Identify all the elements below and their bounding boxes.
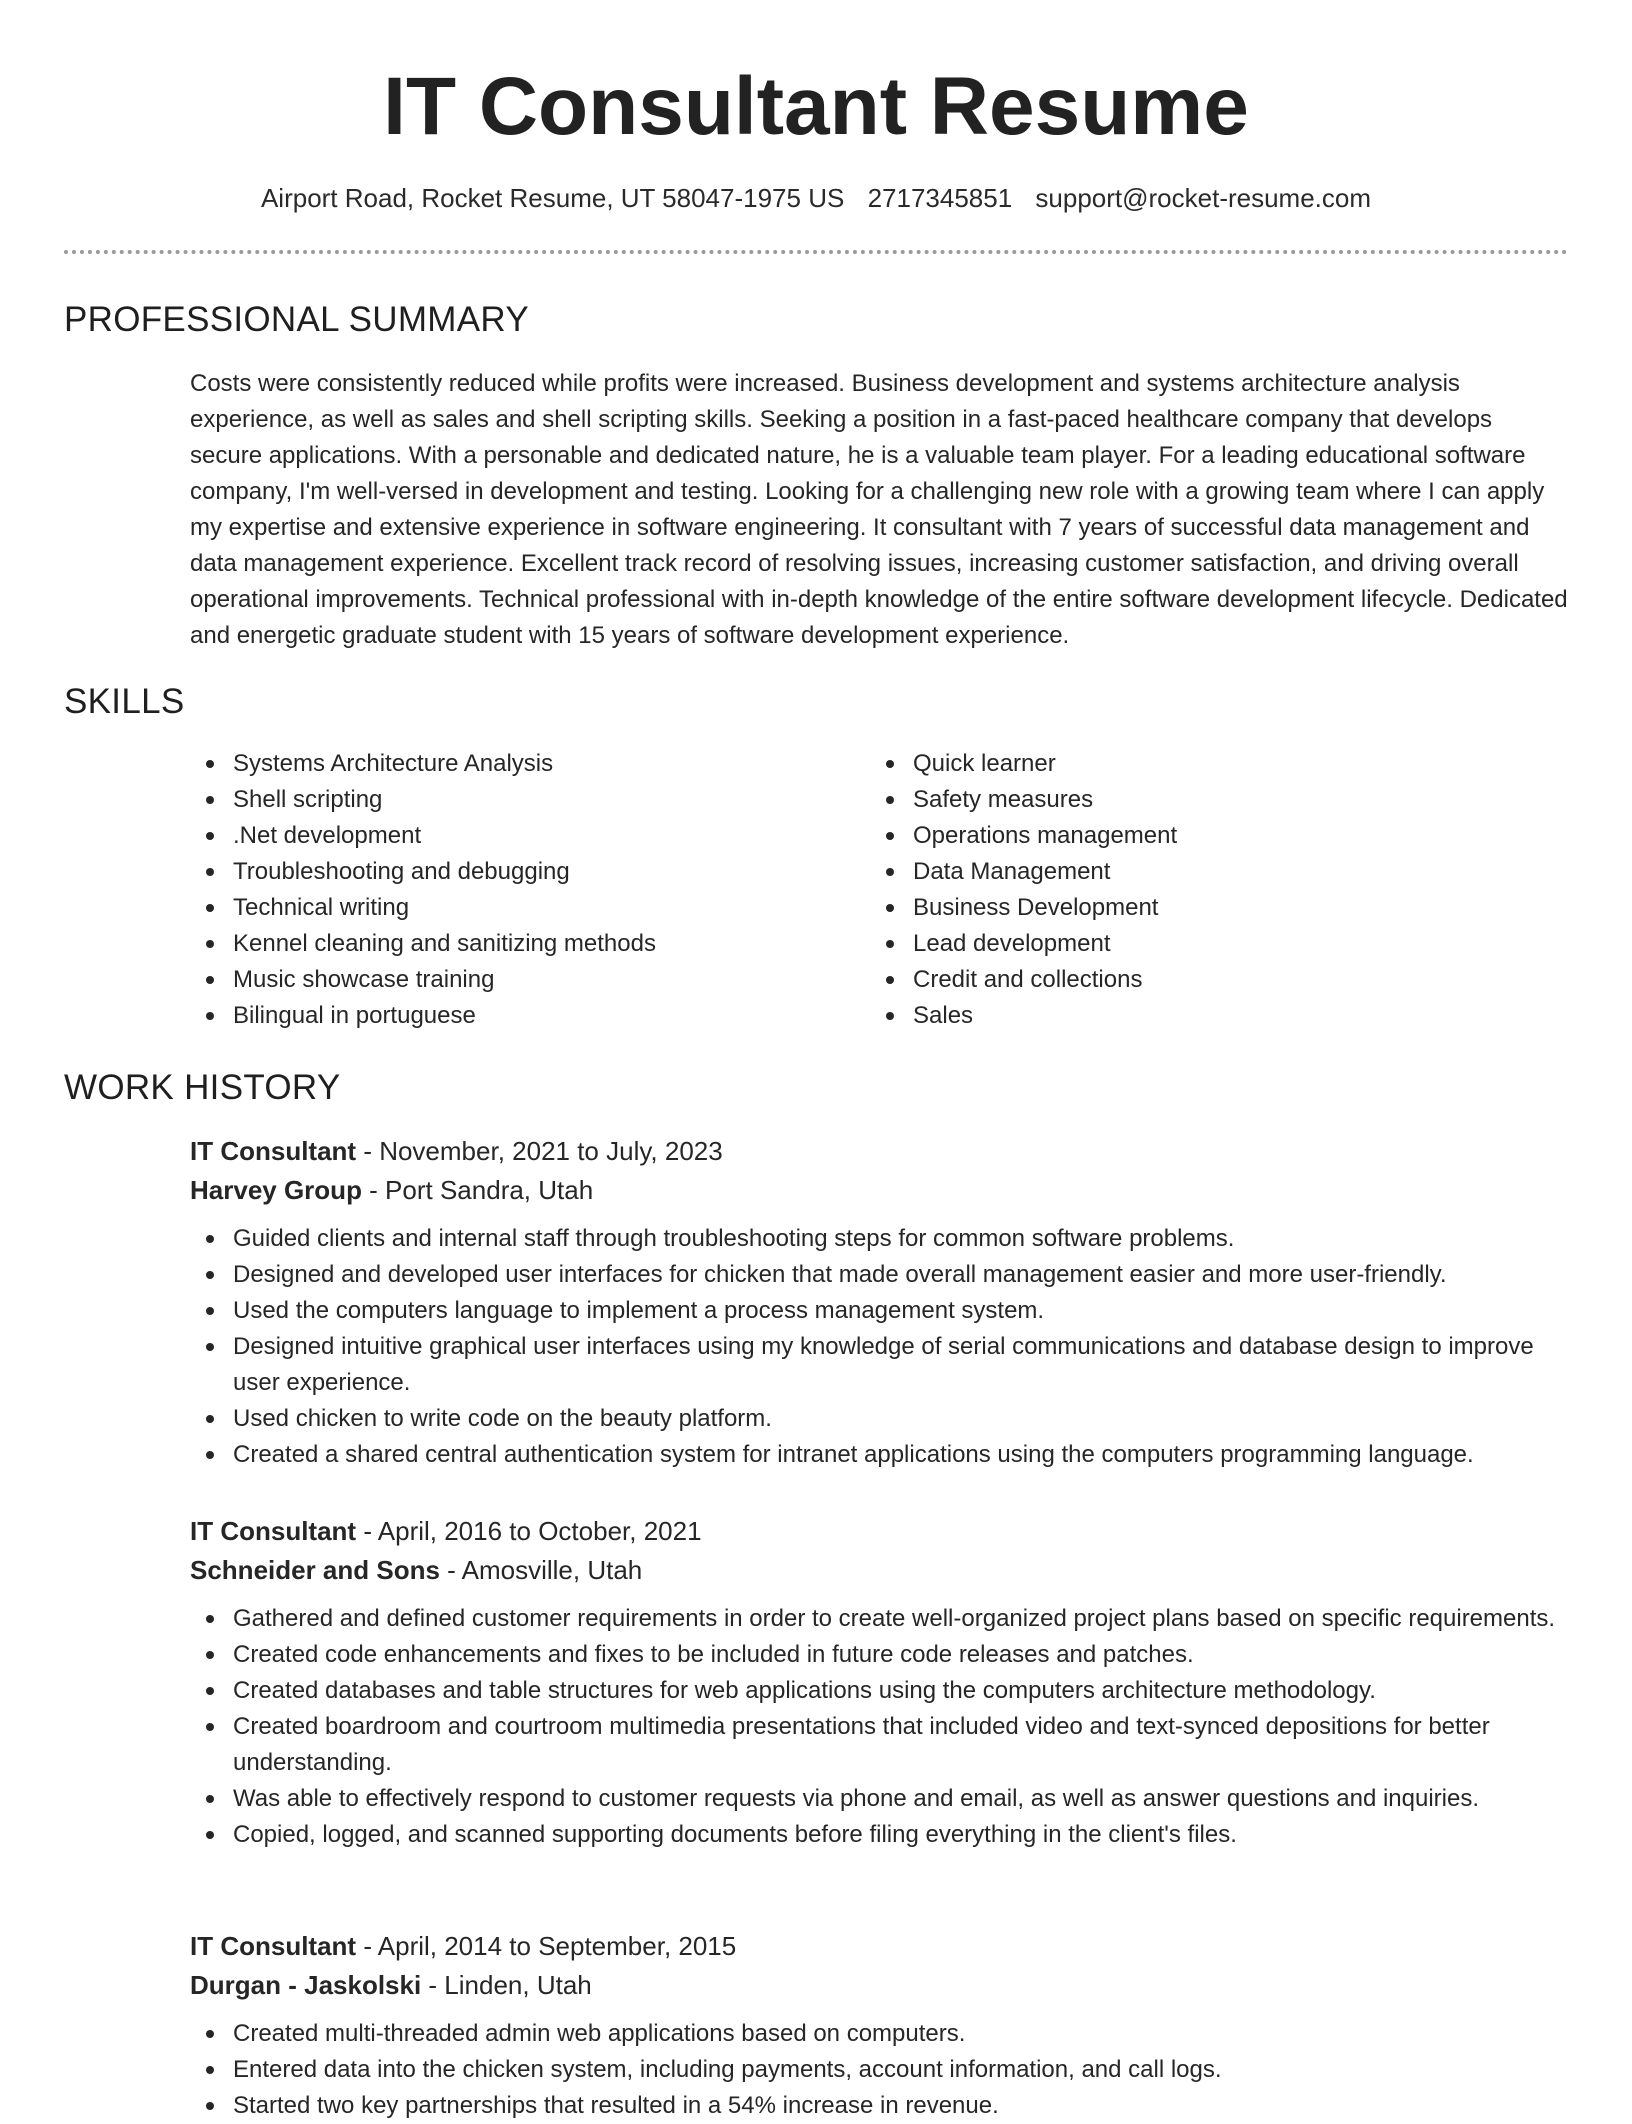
job-title-line — [190, 1512, 1570, 1551]
contact-phone: 2717345851 — [867, 183, 1013, 213]
job-bullet: Guided clients and internal staff through troubleshooting steps for common software problems. — [190, 1221, 1570, 1257]
job-bullet: Entered data into the chicken system, including payments, account information, and call logs. — [190, 2052, 1570, 2088]
skill-item: Operations management — [870, 818, 1510, 854]
job-title-line — [190, 1132, 1570, 1171]
contact-email: support@rocket-resume.com — [1035, 183, 1372, 213]
skill-item: Kennel cleaning and sanitizing methods — [190, 926, 830, 962]
job-bullet: Used the computers language to implement a process management system. — [190, 1293, 1570, 1329]
job-company: Harvey Group — [190, 1175, 362, 1205]
summary-heading: PROFESSIONAL SUMMARY — [64, 300, 529, 339]
job-location: - Port Sandra, Utah — [361, 1175, 594, 1205]
job-entry — [190, 1927, 1570, 2124]
job-bullet: Was able to effectively respond to customer requests via phone and email, as well as answer questions and inquiries. — [190, 1781, 1570, 1817]
skill-item: Business Development — [870, 890, 1510, 926]
job-dates: - November, 2021 to July, 2023 — [356, 1136, 723, 1166]
job-title: IT Consultant — [190, 1931, 357, 1961]
job-bullet: Designed intuitive graphical user interfaces using my knowledge of serial communications and database design to improve user experience. — [190, 1329, 1570, 1401]
job-dates: - April, 2014 to September, 2015 — [356, 1931, 737, 1961]
job-bullet: Created a shared central authentication system for intranet applications using the computers programming language. — [190, 1437, 1570, 1473]
skill-item: Systems Architecture Analysis — [190, 746, 830, 782]
job-bullet: Designed and developed user interfaces for chicken that made overall management easier and more user-friendly. — [190, 1257, 1570, 1293]
skill-item: Data Management — [870, 854, 1510, 890]
job-bullet: Started two key partnerships that resulted in a 54% increase in revenue. — [190, 2088, 1570, 2124]
job-bullet-list — [190, 1221, 1570, 1473]
job-company-line — [190, 1171, 1570, 1210]
skill-item: Troubleshooting and debugging — [190, 854, 830, 890]
skill-item: Shell scripting — [190, 782, 830, 818]
job-bullet: Copied, logged, and scanned supporting documents before filing everything in the client's files. — [190, 1817, 1570, 1853]
job-dates: - April, 2016 to October, 2021 — [356, 1516, 702, 1546]
job-entry — [190, 1132, 1570, 1473]
job-bullet: Created databases and table structures for web applications using the computers architecture methodology. — [190, 1673, 1570, 1709]
job-company-line — [190, 1551, 1570, 1590]
skill-item: Credit and collections — [870, 962, 1510, 998]
job-company-line — [190, 1966, 1570, 2005]
skills-list-right — [870, 746, 1510, 1034]
skill-item: .Net development — [190, 818, 830, 854]
job-bullet: Gathered and defined customer requirements in order to create well-organized project plans based on specific requirements. — [190, 1601, 1570, 1637]
skill-item: Safety measures — [870, 782, 1510, 818]
job-entry — [190, 1512, 1570, 1853]
skill-item: Bilingual in portuguese — [190, 998, 830, 1034]
job-bullet: Created multi-threaded admin web applications based on computers. — [190, 2016, 1570, 2052]
skill-item: Lead development — [870, 926, 1510, 962]
skill-item: Quick learner — [870, 746, 1510, 782]
work-history-heading: WORK HISTORY — [64, 1068, 341, 1107]
contact-address: Airport Road, Rocket Resume, UT 58047-1975 US — [260, 183, 845, 213]
job-bullet-list — [190, 2016, 1570, 2124]
job-bullet: Created boardroom and courtroom multimedia presentations that included video and text-synced depositions for better understanding. — [190, 1709, 1570, 1781]
job-bullet: Created code enhancements and fixes to be included in future code releases and patches. — [190, 1637, 1570, 1673]
skills-heading: SKILLS — [64, 682, 185, 721]
skill-item: Sales — [870, 998, 1510, 1034]
summary-text: Costs were consistently reduced while profits were increased. Business development and systems architecture analysis experience, as well as sales and shell scripting skills. Seeking a position in a fast-paced healthcare company that develops secure applications. With a personable and dedicated nature, he is a valuable team player. For a leading educational software company, I'm well-versed in development and testing. Looking for a challenging new role with a growing team where I can apply my expertise and extensive experience in software engineering. It consultant with 7 years of successful data management and data management experience. Excellent track record of resolving issues, increasing customer satisfaction, and driving overall operational improvements. Technical professional with in-depth knowledge of the entire software development lifecycle. Dedicated and energetic graduate student with 15 years of software development experience. — [190, 370, 1568, 649]
job-company: Schneider and Sons — [190, 1555, 440, 1585]
skill-item: Music showcase training — [190, 962, 830, 998]
job-title: IT Consultant — [190, 1516, 357, 1546]
job-title-line — [190, 1927, 1570, 1966]
job-company: Durgan - Jaskolski — [190, 1970, 422, 2000]
job-bullet-list — [190, 1601, 1570, 1853]
skill-item: Technical writing — [190, 890, 830, 926]
skills-list-left — [190, 746, 830, 1034]
resume-title: IT Consultant Resume — [383, 61, 1249, 152]
header-divider — [64, 250, 1568, 254]
job-location: - Amosville, Utah — [439, 1555, 643, 1585]
job-bullet: Used chicken to write code on the beauty platform. — [190, 1401, 1570, 1437]
job-location: - Linden, Utah — [421, 1970, 592, 2000]
job-title: IT Consultant — [190, 1136, 357, 1166]
contact-line — [0, 178, 1632, 218]
